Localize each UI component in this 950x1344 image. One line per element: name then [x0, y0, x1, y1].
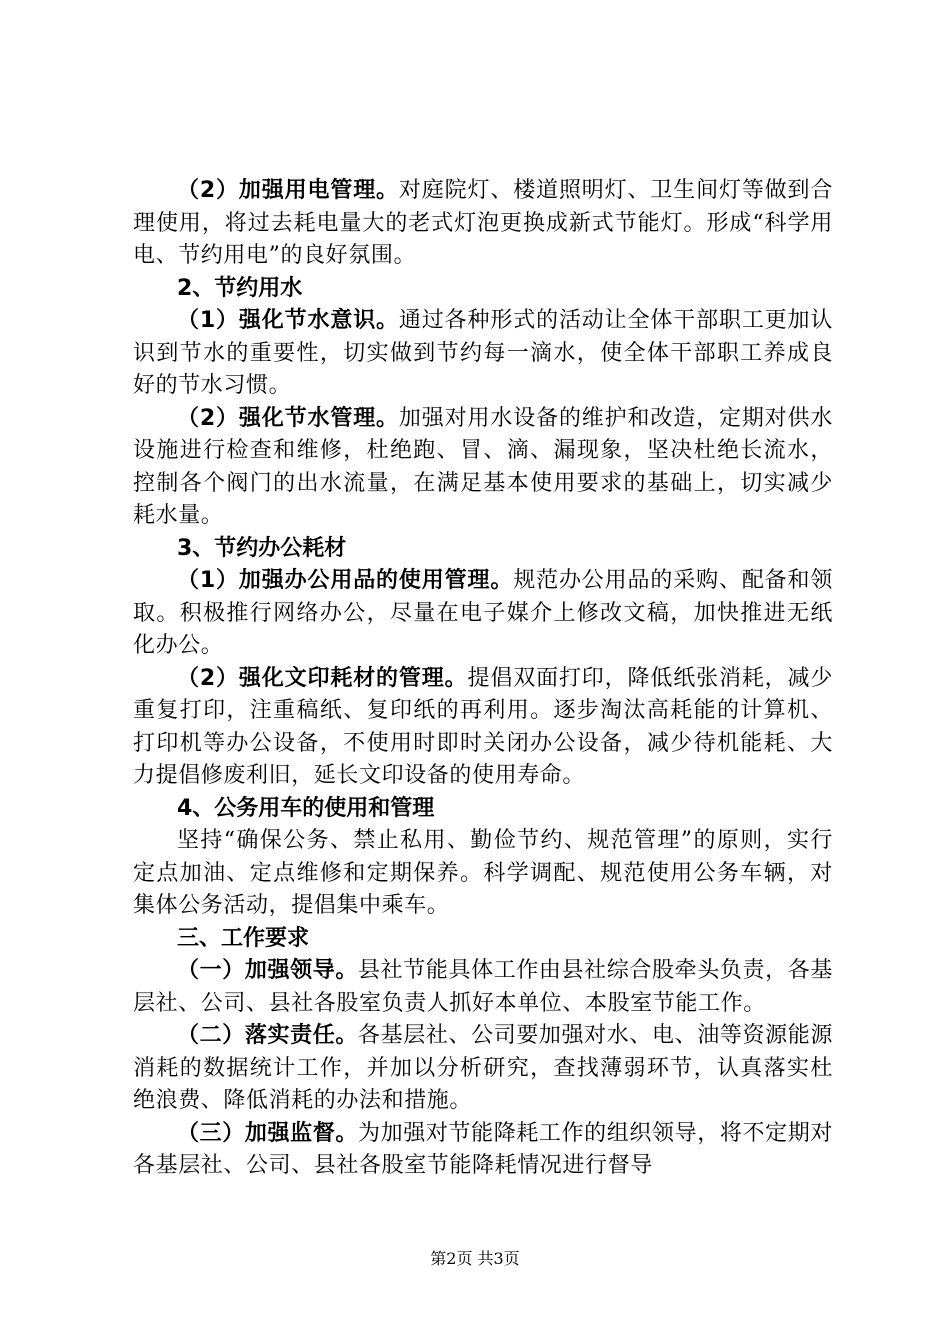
- paragraph-implement-responsibility: [133, 1020, 833, 1118]
- paragraph-electricity-management: [133, 175, 833, 273]
- paragraph-lead: （2）强化节水管理。: [177, 405, 399, 431]
- paragraph-office-supplies-management: [133, 565, 833, 663]
- paragraph-strengthen-supervision: [133, 1118, 833, 1183]
- paragraph-lead: （1）强化节水意识。: [177, 308, 399, 333]
- paragraph-lead: （1）加强办公用品的使用管理。: [177, 568, 514, 593]
- paragraph-text: 加强对用水设备的维护和改造，定期对供水设施进行检查和维修，杜绝跑、冒、滴、漏现象，坚决杜绝长流水，控制各个阀门的出水流量，在满足基本使用要求的基础上，切实减少耗水量。: [133, 405, 834, 528]
- heading-work-requirements: 三、工作要求: [177, 925, 310, 951]
- paragraph-text: 规范办公用品的采购、配备和领取。积极推行网络办公，尽量在电子媒介上修改文稿，加快推进无纸化办公。: [133, 568, 834, 658]
- page-number-footer: 第2页 共3页: [430, 1249, 520, 1268]
- paragraph-lead: （二）落实责任。: [177, 1023, 358, 1048]
- paragraph-strengthen-leadership: [133, 955, 833, 1020]
- paragraph-text: 县社节能具体工作由县社综合股牵头负责，各基层社、公司、县社各股室负责人抓好本单位、本股室节能工作。: [133, 958, 833, 1016]
- paragraph-lead: （三）加强监督。: [177, 1120, 358, 1146]
- paragraph-water-management: [133, 403, 833, 533]
- heading-save-water: 2、节约用水: [177, 275, 303, 301]
- paragraph-lead: （2）加强用电管理。: [177, 178, 399, 203]
- paragraph-lead: （一）加强领导。: [177, 958, 358, 983]
- paragraph-text: 各基层社、公司要加强对水、电、油等资源能源消耗的数据统计工作，并加以分析研究，查找薄弱环节，认真落实杜绝浪费、降低消耗的办法和措施。: [133, 1023, 833, 1113]
- paragraph-text: 坚持“确保公务、禁止私用、勤俭节约、规范管理”的原则，实行定点加油、定点维修和定期保养。科学调配、规范使用公务车辆，对集体公务活动，提倡集中乘车。: [133, 828, 833, 918]
- paragraph-water-awareness: [133, 305, 833, 403]
- paragraph-text: 提倡双面打印，降低纸张消耗，减少重复打印，注重稿纸、复印纸的再利用。逐步淘汰高耗能的计算机、打印机等办公设备，不使用时即时关闭办公设备，减少待机能耗、大力提倡修废利旧，延长文印设备的使用寿命。: [133, 665, 834, 788]
- paragraph-lead: （2）强化文印耗材的管理。: [177, 665, 468, 691]
- paragraph-vehicle-principles: [133, 825, 833, 923]
- paragraph-text: 通过各种形式的活动让全体干部职工更加认识到节水的重要性，切实做到节约每一滴水，使全体干部职工养成良好的节水习惯。: [133, 308, 834, 398]
- paragraph-text: 对庭院灯、楼道照明灯、卫生间灯等做到合理使用，将过去耗电量大的老式灯泡更换成新式节能灯。形成“科学用电、节约用电”的良好氛围。: [133, 178, 834, 268]
- document-body: [133, 175, 833, 1183]
- heading-official-vehicles: 4、公务用车的使用和管理: [177, 795, 435, 821]
- paragraph-text: 为加强对节能降耗工作的组织领导，将不定期对各基层社、公司、县社各股室节能降耗情况进行督导: [133, 1120, 833, 1178]
- paragraph-printing-management: [133, 663, 833, 793]
- heading-office-supplies: 3、节约办公耗材: [177, 535, 347, 561]
